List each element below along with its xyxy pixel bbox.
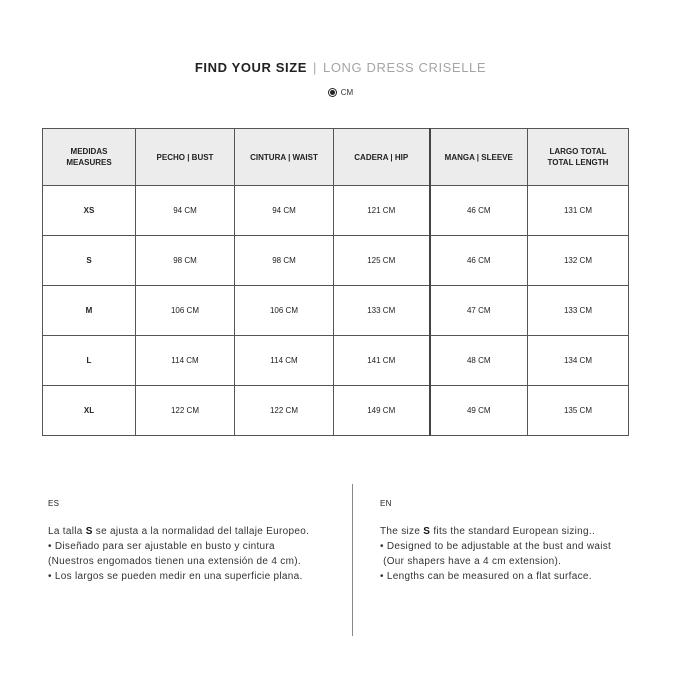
table-row (43, 386, 629, 436)
cell-total-length: 132 CM (528, 236, 629, 286)
intro-line: La talla S se ajusta a la normalidad del tallaje Europeo. (48, 526, 310, 537)
cell-waist: 106 CM (235, 286, 334, 336)
cell-sleeve: 49 CM (430, 386, 528, 436)
cell-sleeve: 46 CM (430, 236, 528, 286)
title-main: FIND YOUR SIZE (194, 60, 308, 75)
table-row (43, 236, 629, 286)
table-header-row (43, 129, 629, 186)
cell-hip: 141 CM (334, 336, 430, 386)
size-chart-table (42, 128, 629, 436)
cell-hip: 133 CM (334, 286, 430, 336)
notes-english (380, 484, 670, 584)
note-line: • Designed to be adjustable at the bust and waist (380, 541, 612, 552)
cell-bust: 94 CM (136, 186, 235, 236)
cell-bust: 106 CM (136, 286, 235, 336)
note-line: (Nuestros engomados tienen una extensión de 4 cm). (48, 556, 301, 567)
notes-spanish (48, 484, 338, 584)
header-hip: CADERA | HIP (334, 129, 430, 186)
cell-waist: 114 CM (235, 336, 334, 386)
lang-label: ES (48, 499, 60, 508)
size-label: M (43, 286, 136, 336)
cell-bust: 98 CM (136, 236, 235, 286)
lang-label: EN (380, 499, 392, 508)
cell-hip: 121 CM (334, 186, 430, 236)
cell-hip: 125 CM (334, 236, 430, 286)
table-row (43, 286, 629, 336)
cell-bust: 114 CM (136, 336, 235, 386)
cell-total-length: 134 CM (528, 336, 629, 386)
title-subtitle: LONG DRESS CRISELLE (323, 60, 487, 75)
page-title (0, 60, 681, 75)
cell-sleeve: 46 CM (430, 186, 528, 236)
size-label: XL (43, 386, 136, 436)
table-row (43, 336, 629, 386)
note-line: • Lengths can be measured on a flat surface. (380, 571, 592, 582)
header-total-length: LARGO TOTAL TOTAL LENGTH (528, 129, 629, 186)
cell-waist: 94 CM (235, 186, 334, 236)
column-divider (352, 484, 353, 636)
cell-total-length: 131 CM (528, 186, 629, 236)
table-row (43, 186, 629, 236)
cell-hip: 149 CM (334, 386, 430, 436)
header-sleeve: MANGA | SLEEVE (430, 129, 528, 186)
note-line: • Diseñado para ser ajustable en busto y cintura (48, 541, 275, 552)
header-bust: PECHO | BUST (136, 129, 235, 186)
note-line: (Our shapers have a 4 cm extension). (380, 556, 562, 567)
note-line: • Los largos se pueden medir en una superficie plana. (48, 571, 303, 582)
cell-bust: 122 CM (136, 386, 235, 436)
cell-total-length: 135 CM (528, 386, 629, 436)
title-separator: | (313, 60, 318, 75)
radio-selected-icon[interactable] (328, 88, 337, 97)
cell-waist: 98 CM (235, 236, 334, 286)
unit-selector[interactable] (0, 88, 681, 97)
cell-sleeve: 47 CM (430, 286, 528, 336)
header-waist: CINTURA | WAIST (235, 129, 334, 186)
cell-sleeve: 48 CM (430, 336, 528, 386)
cell-waist: 122 CM (235, 386, 334, 436)
size-label: L (43, 336, 136, 386)
size-label: XS (43, 186, 136, 236)
header-measures: MEDIDAS MEASURES (43, 129, 136, 186)
cell-total-length: 133 CM (528, 286, 629, 336)
unit-label: CM (340, 88, 354, 97)
size-notes (0, 484, 681, 636)
size-label: S (43, 236, 136, 286)
intro-line: The size S fits the standard European sizing.. (380, 526, 596, 537)
